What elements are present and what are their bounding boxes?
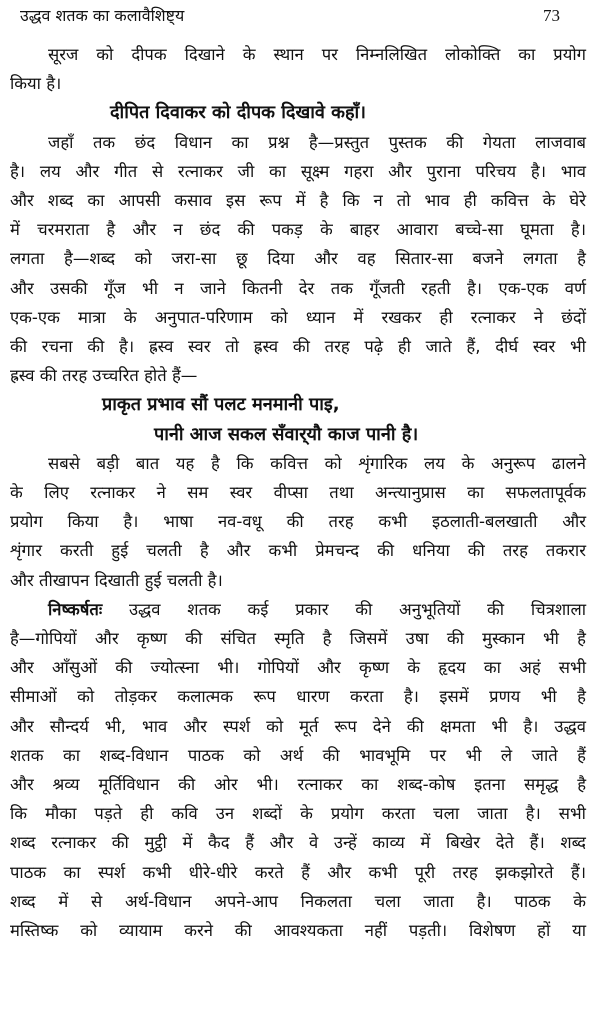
text-line: ह्रस्व की तरह उच्चरित होते हैं— <box>10 366 198 386</box>
running-title: उद्धव शतक का कलावैशिष्ट्य <box>20 6 185 25</box>
verse-line: पानी आज सकल सँवार्‌यौ काज पानी है। <box>154 423 419 445</box>
proverb-line: दीपित दिवाकर को दीपक दिखावे कहाँ। <box>110 102 367 124</box>
text-line: शतक का शब्द-विधान पाठक को अर्थ की भावभूमि पर भी ले जाते हैं <box>10 745 586 765</box>
conclusion-text: उद्धव शतक कई प्रकार की अनुभूतियों की चित्रशाला <box>102 599 586 619</box>
text-line: प्रयोग किया है। भाषा नव-वधू की तरह कभी इठलाती-बलखाती और <box>10 512 586 532</box>
text-line: के लिए रत्नाकर ने सम स्वर वीप्सा तथा अन्त्यानुप्रास का सफलतापूर्वक <box>10 483 586 503</box>
text-line: शब्द में से अर्थ-विधान अपने-आप निकलता चला जाता है। पाठक के <box>10 891 586 911</box>
text-line: की रचना की है। ह्रस्व स्वर तो ह्रस्व की तरह पढ़े ही जाते हैं, दीर्घ स्वर भी <box>10 337 586 357</box>
page-header <box>10 0 586 40</box>
text-line: सबसे बड़ी बात यह है कि कवित्त को शृंगारिक लय के अनुरूप ढालने <box>48 453 586 473</box>
text-line: लगता है—शब्द को जरा-सा छू दिया और वह सितार-सा बजने लगता है <box>10 249 586 269</box>
text-line: पाठक का स्पर्श कभी धीरे-धीरे करते हैं और कभी पूरी तरह झकझोरते हैं। <box>10 862 586 882</box>
text-line: शब्द रत्नाकर की मुट्ठी में कैद हैं और वे उन्हें काव्य में बिखेर देते हैं। शब्द <box>10 833 586 853</box>
text-line: शृंगार करती हुई चलती है और कभी प्रेमचन्द की धनिया की तरह तकरार <box>10 541 586 561</box>
text-line: और आँसुओं की ज्योत्स्ना भी। गोपियों और कृष्ण के हृदय का अहं सभी <box>10 658 586 678</box>
text-line: और श्रव्य मूर्तिविधान की ओर भी। रत्नाकर का शब्द-कोष इतना समृद्ध है <box>10 775 586 795</box>
text-line: सूरज को दीपक दिखाने के स्थान पर निम्नलिखित लोकोक्ति का प्रयोग <box>48 45 586 64</box>
text-line: है। लय और गीत से रत्नाकर जी का सूक्ष्म गहरा और पुराना परिचय है। भाव <box>10 161 586 181</box>
text-line: मस्तिष्क को व्यायाम करने की आवश्यकता नहीं पड़ती। विशेषण हों या <box>10 921 586 941</box>
text-line: और शब्द का आपसी कसाव इस रूप में है कि न तो भाव ही कवित्त के घेरे <box>10 191 586 211</box>
text-line: किया है। <box>10 74 62 94</box>
conclusion-label: निष्कर्षतः <box>48 599 103 619</box>
page-body <box>10 40 586 945</box>
text-line: में चरमराता है और न छंद की पकड़ के बाहर आवारा बच्चे-सा घूमता है। <box>10 220 586 240</box>
text-line: और तीखापन दिखाती हुई चलती है। <box>10 570 223 590</box>
text-line: एक-एक मात्रा के अनुपात-परिणाम को ध्यान में रखकर ही रत्नाकर ने छंदों <box>10 307 586 327</box>
text-line <box>10 595 586 624</box>
text-line: सीमाओं को तोड़कर कलात्मक रूप धारण करता है। इसमें प्रणय भी है <box>10 687 586 707</box>
text-line: और उसकी गूँज भी न जाने कितनी देर तक गूँजती रहती है। एक-एक वर्ण <box>10 278 586 298</box>
text-line: है—गोपियों और कृष्ण की संचित स्मृति है जिसमें उषा की मुस्कान भी है <box>10 629 586 649</box>
text-line: जहाँ तक छंद विधान का प्रश्न है—प्रस्तुत पुस्तक की गेयता लाजवाब <box>48 132 586 152</box>
text-line: कि मौका पड़ते ही कवि उन शब्दों के प्रयोग करता चला जाता है। सभी <box>10 804 586 824</box>
verse-line: प्राकृत प्रभाव सौं पलट मनमानी पाइ, <box>102 394 340 416</box>
text-line: और सौन्दर्य भी, भाव और स्पर्श को मूर्त रूप देने की क्षमता भी है। उद्धव <box>10 716 586 736</box>
page-number: 73 <box>543 6 560 25</box>
